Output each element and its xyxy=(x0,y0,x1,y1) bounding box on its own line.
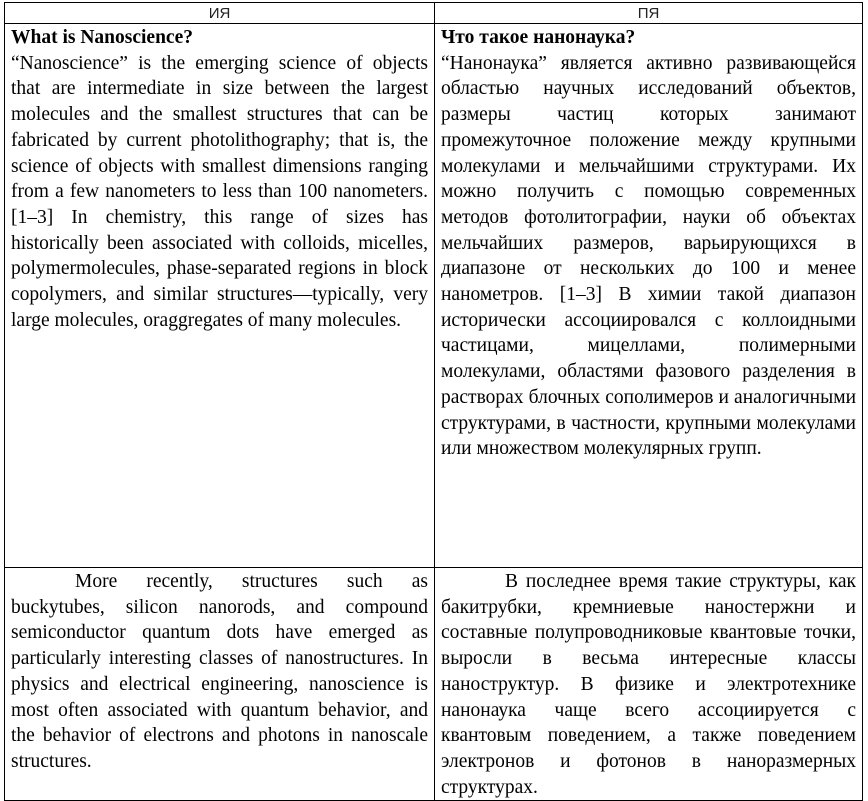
target-cell xyxy=(435,24,863,568)
target-title: Что такое нанонаука? xyxy=(441,27,636,48)
source-paragraph: “Nanoscience” is the emerging science of objects that are intermediate in size between the largest molecules and the smallest structures that can be fabricated by current photolithography; that is, the science of objects with smallest dimensions ranging from a few nanometers to less than 100 nanometers. [1–3] In chemistry, this range of sizes has historically been associated with colloids, micelles, polymermolecules, phase-separated regions in block copolymers, and similar structures—typically, very large molecules, oraggregates of many molecules. xyxy=(11,52,428,331)
header-row xyxy=(5,3,863,24)
source-cell xyxy=(5,568,435,801)
source-cell xyxy=(5,24,435,568)
table-row xyxy=(5,568,863,801)
target-language-header: ПЯ xyxy=(435,3,863,24)
source-paragraph: More recently, structures such as buckytubes, silicon nanorods, and compound semiconductor quantum dots have emerged as particularly interesting classes of nanostructures. In physics and electrical engineering, nanoscience is most often associated with quantum behavior, and the behavior of electrons and photons in nanoscale structures. xyxy=(11,571,428,772)
source-title: What is Nanoscience? xyxy=(11,27,193,48)
table-row xyxy=(5,24,863,568)
target-paragraph: “Нанонаука” является активно развивающейся областью научных исследований объектов, размеры частиц которых занимают промежуточное положение между крупными молекулами и мельчайшими структурами. Их можно получить с помощью современных методов фотолитографии, науки об объектах мельчайших размеров, варьирующихся в диапазоне от нескольких до 100 и менее нанометров. [1–3] В химии такой диапазон исторически ассоциировался с коллоидными частицами, мицеллами, полимерными молекулами, областями фазового разделения в растворах блочных сополимеров и аналогичными структурами, в частности, крупными молекулами или множеством молекулярных групп. xyxy=(441,52,856,460)
source-language-header: ИЯ xyxy=(5,3,435,24)
target-cell xyxy=(435,568,863,801)
target-paragraph: В последнее время такие структуры, как бакитрубки, кремниевые наностержни и составные полупроводниковые квантовые точки, выросли в весьма интересные классы наноструктур. В физике и электротехнике нанонаука чаще всего ассоциируется с квантовым поведением, а также поведением электронов и фотонов в наноразмерных структурах. xyxy=(441,571,856,798)
translation-table xyxy=(4,2,863,801)
